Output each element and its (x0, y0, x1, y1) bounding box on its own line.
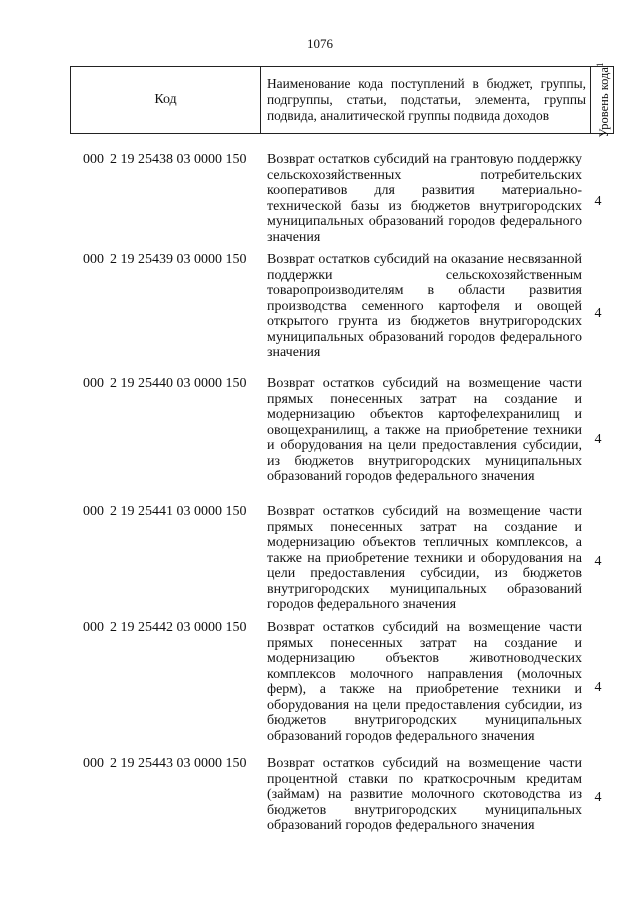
header-code-cell (71, 67, 261, 133)
row-name: Возврат остатков субсидий на возмещение части прямых понесенных затрат на создание и модернизацию объектов тепличных комплексов, а также на приобретение техники и оборудования на цели предоставления субсидии, из бюджетов внутригородских муниципальных образований городов федерального значения (267, 504, 582, 612)
row-level: 4 (594, 790, 602, 805)
row-admin-code: 000 (83, 376, 104, 391)
row-income-code: 2 19 25442 03 0000 150 (110, 620, 247, 635)
row-level: 4 (594, 432, 602, 447)
table-header (70, 62, 614, 138)
row-name: Возврат остатков субсидий на возмещение части прямых понесенных затрат на создание и модернизацию объектов животноводческих комплексов молочного направления (молочных ферм), а также на приобретение техники и оборудования на цели предоставления субсидии, из бюджетов внутригородских муниципальных образований городов федерального значения (267, 620, 582, 744)
table-body (70, 152, 614, 840)
header-level-label-wrap (594, 63, 610, 138)
header-name-label: Наименование кода поступлений в бюджет, группы, подгруппы, статьи, подстатьи, элемента, группы подвида, аналитической группы подвида доходов (267, 76, 586, 123)
table-row (70, 152, 614, 252)
row-income-code: 2 19 25439 03 0000 150 (110, 252, 247, 267)
table-row (70, 504, 614, 620)
header-name-cell (261, 67, 591, 133)
row-name: Возврат остатков субсидий на оказание несвязанной поддержки сельскохозяйственным товаропроизводителям в области развития производства семенного картофеля и овощей открытого грунта из бюджетов внутригородских муниципальных образований городов федерального значения (267, 252, 582, 360)
row-admin-code: 000 (83, 756, 104, 771)
row-income-code: 2 19 25438 03 0000 150 (110, 152, 247, 167)
table-row (70, 376, 614, 504)
row-name: Возврат остатков субсидий на возмещение части прямых понесенных затрат на создание и модернизацию объектов картофелехранилищ и овощехранилищ, а также на приобретение техники и оборудования на цели предоставления субсидии, из бюджетов внутригородских муниципальных образований городов федерального значения (267, 376, 582, 484)
header-code-label: Код (154, 92, 177, 107)
row-name: Возврат остатков субсидий на грантовую поддержку сельскохозяйственных потребительских кооперативов для развития материально-технической базы из бюджетов внутригородских муниципальных образований городов федерального значения (267, 152, 582, 245)
header-level-footnote: 1 (594, 62, 605, 68)
table-row (70, 756, 614, 840)
row-income-code: 2 19 25443 03 0000 150 (110, 756, 247, 771)
row-name: Возврат остатков субсидий на возмещение части процентной ставки по краткосрочным кредитам (займам) на развитие молочного скотоводства из бюджетов внутригородских муниципальных образований городов федерального значения (267, 756, 582, 833)
header-level-label: Уровень кода (597, 67, 612, 138)
page-number: 1076 (307, 36, 333, 51)
table-row (70, 620, 614, 756)
row-level: 4 (594, 554, 602, 569)
header-level-cell (591, 62, 613, 138)
table-row (70, 252, 614, 376)
row-admin-code: 000 (83, 152, 104, 167)
row-income-code: 2 19 25441 03 0000 150 (110, 504, 247, 519)
row-admin-code: 000 (83, 504, 104, 519)
row-admin-code: 000 (83, 620, 104, 635)
row-level: 4 (594, 306, 602, 321)
row-income-code: 2 19 25440 03 0000 150 (110, 376, 247, 391)
row-admin-code: 000 (83, 252, 104, 267)
row-level: 4 (594, 194, 602, 209)
row-level: 4 (594, 680, 602, 695)
